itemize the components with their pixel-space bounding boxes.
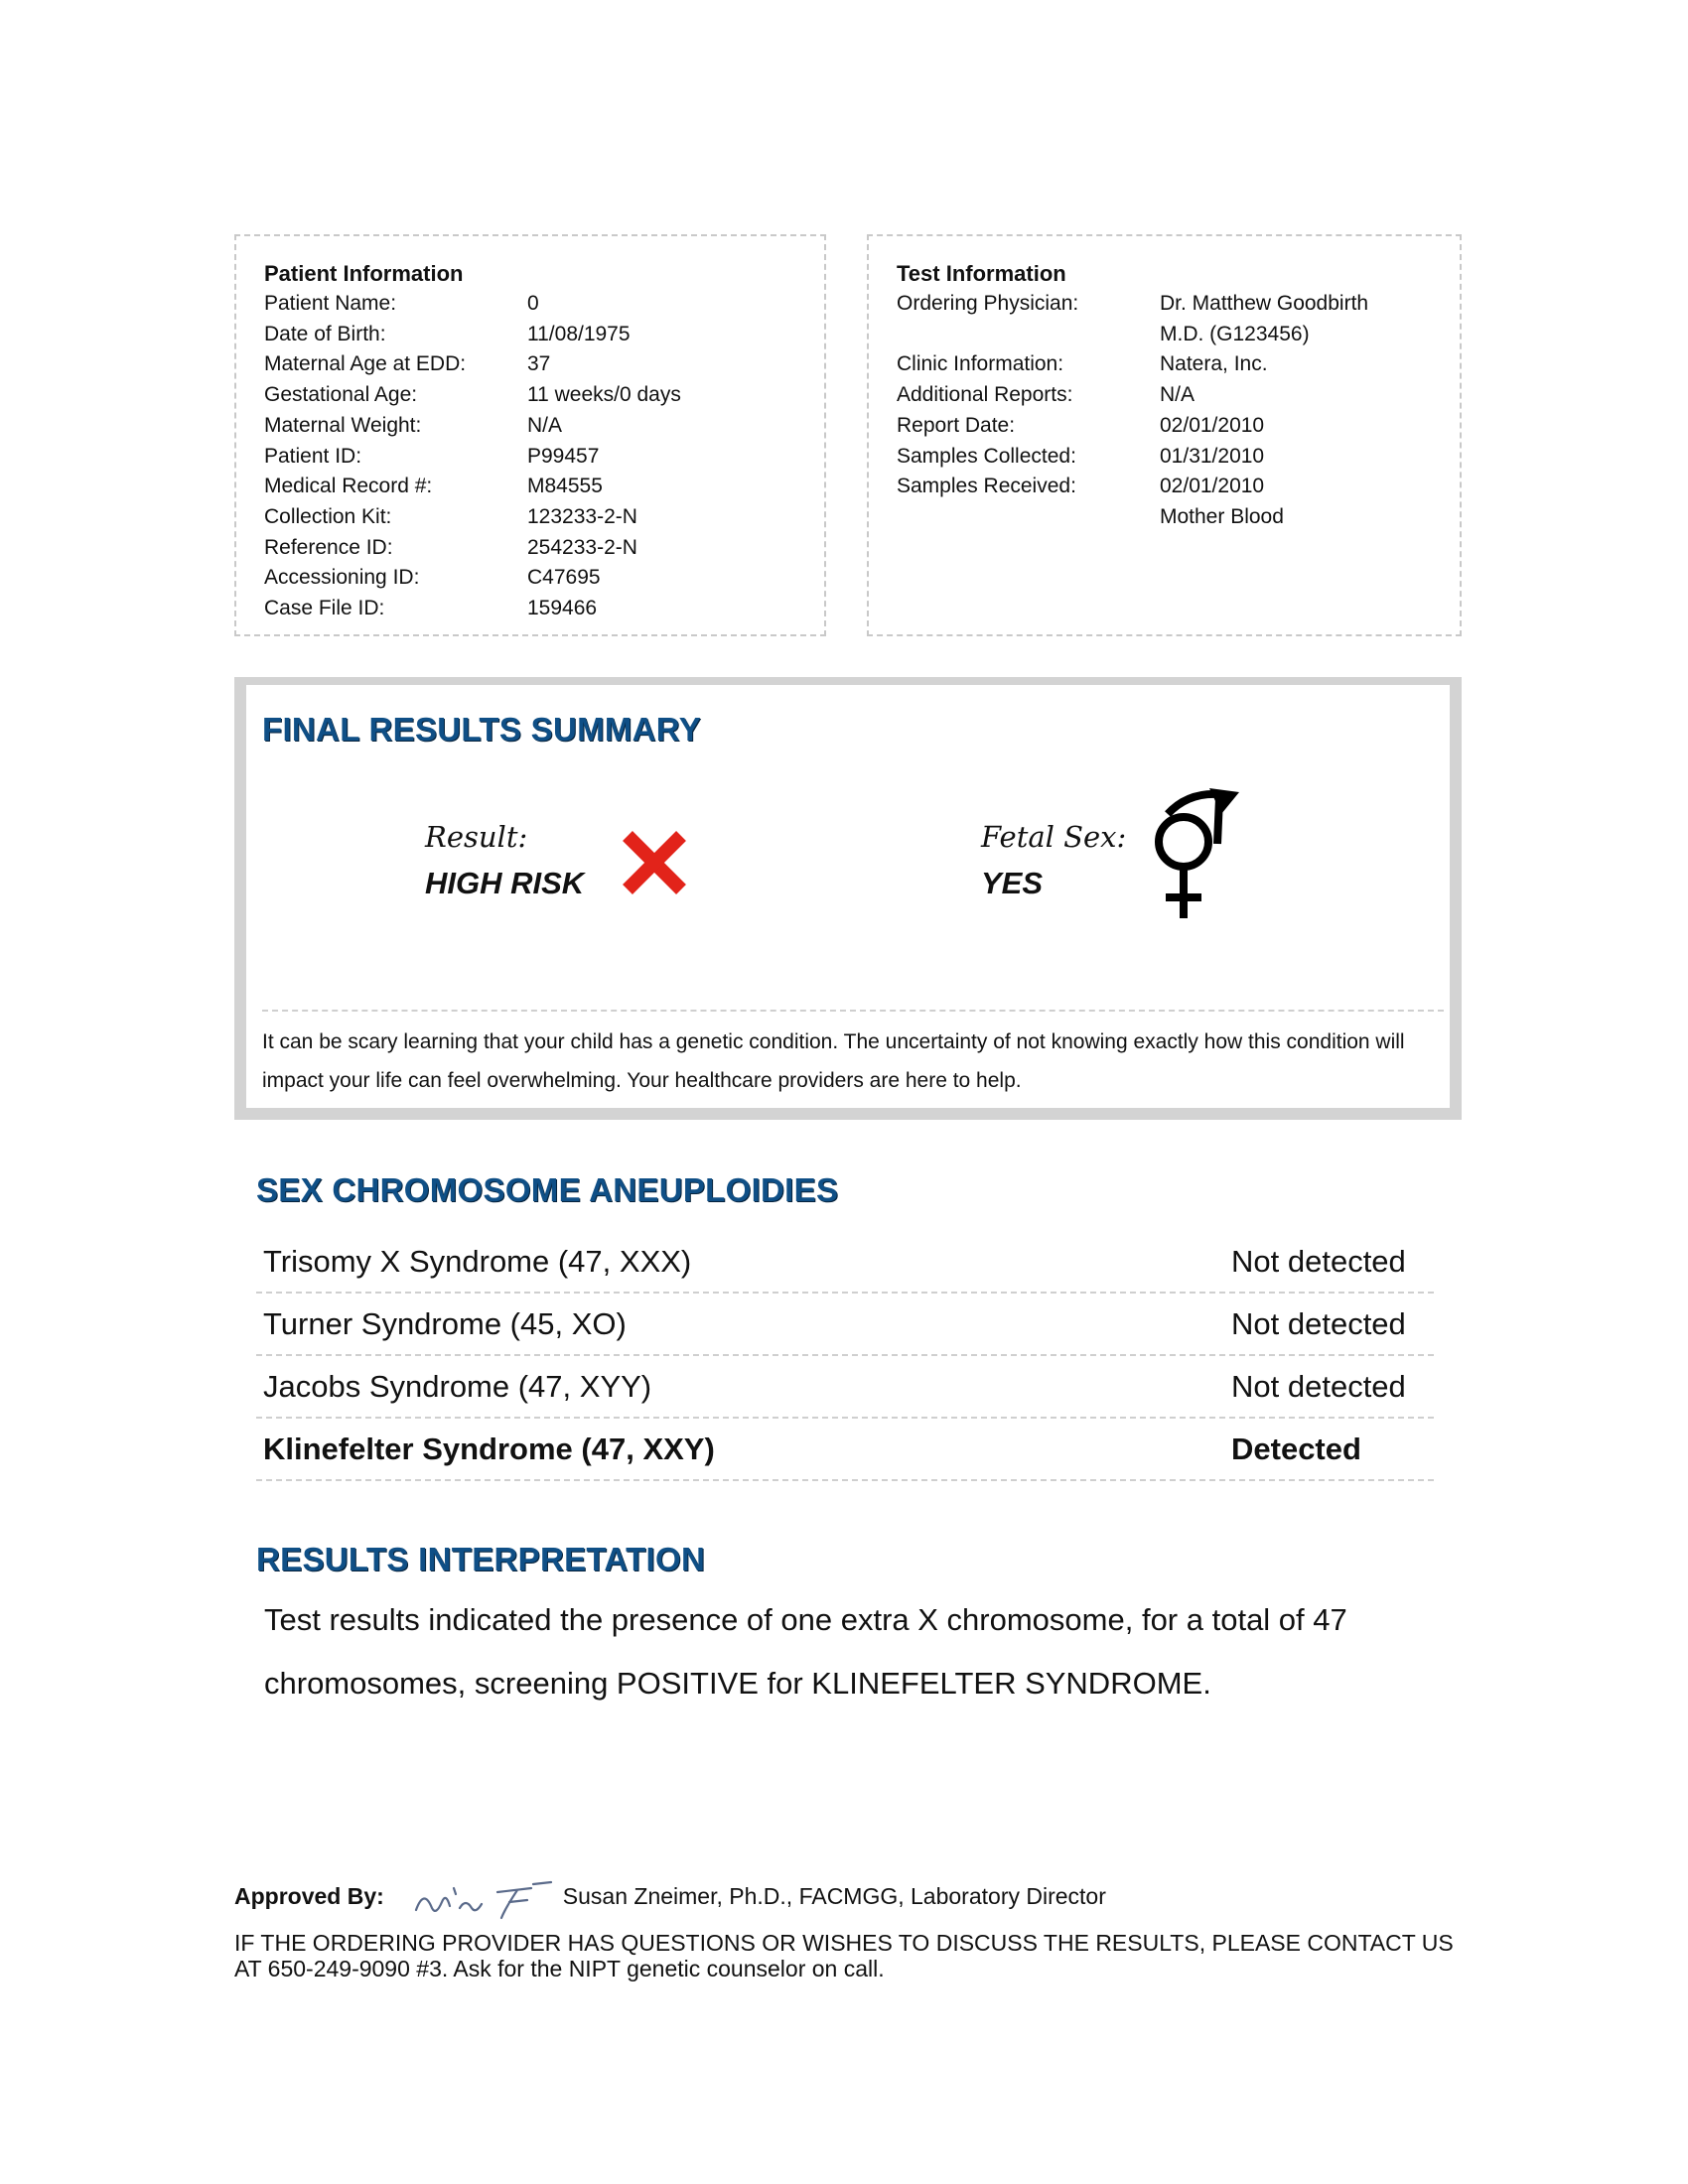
contact-notice: IF THE ORDERING PROVIDER HAS QUESTIONS OR WISHES TO DISCUSS THE RESULTS, PLEASE CONTACT US AT 650-249-9090 #3. Ask for the NIPT genetic counselor on call. <box>234 1930 1454 1981</box>
info-row <box>897 442 1460 473</box>
info-value: 37 <box>527 352 551 376</box>
info-row <box>897 502 1460 533</box>
fetal-sex-value: YES <box>981 866 1044 900</box>
info-value: 01/31/2010 <box>1160 444 1265 468</box>
info-value: 123233-2-N <box>527 504 637 528</box>
results-interpretation-text: Test results indicated the presence of one extra X chromosome, for a total of 47 chromosomes, screening POSITIVE for KLINEFELTER SYNDROME. <box>264 1602 1347 1701</box>
detection-status: Not detected <box>1231 1243 1406 1279</box>
info-row <box>264 442 824 473</box>
info-label: Date of Birth: <box>264 322 386 345</box>
condition-name: Trisomy X Syndrome (47, XXX) <box>263 1243 692 1279</box>
info-value: Dr. Matthew Goodbirth <box>1160 292 1369 315</box>
info-value: Natera, Inc. <box>1160 352 1268 376</box>
info-row <box>897 380 1460 411</box>
info-value: N/A <box>527 413 563 437</box>
table-row <box>256 1231 1434 1294</box>
info-label: Samples Received: <box>897 475 1076 498</box>
info-value: 02/01/2010 <box>1160 475 1265 498</box>
approved-by-label: Approved By: <box>234 1882 384 1909</box>
info-value: 02/01/2010 <box>1160 413 1265 437</box>
final-results-summary-box <box>234 677 1462 1120</box>
info-label: Ordering Physician: <box>897 292 1079 315</box>
table-row <box>256 1356 1434 1419</box>
table-row <box>256 1294 1434 1356</box>
info-label: Report Date: <box>897 413 1016 437</box>
info-row <box>264 472 824 502</box>
info-label: Maternal Weight: <box>264 413 422 437</box>
info-label: Clinic Information: <box>897 352 1064 376</box>
info-value: M84555 <box>527 475 603 498</box>
detection-status: Not detected <box>1231 1368 1406 1404</box>
patient-information-box <box>234 234 826 636</box>
final-results-summary-title: FINAL RESULTS SUMMARY <box>262 711 702 748</box>
info-row <box>264 502 824 533</box>
info-label <box>897 502 1160 533</box>
test-information-rows <box>897 289 1460 533</box>
info-value: 0 <box>527 292 539 315</box>
test-information-box <box>867 234 1462 636</box>
info-row <box>264 349 824 380</box>
x-mark-icon <box>620 828 689 897</box>
approved-by-line <box>234 1866 1106 1926</box>
info-label: Case File ID: <box>264 597 385 620</box>
detection-status: Not detected <box>1231 1305 1406 1341</box>
table-row <box>256 1419 1434 1481</box>
info-label: Medical Record #: <box>264 475 433 498</box>
info-label: Accessioning ID: <box>264 566 420 590</box>
detection-status: Detected <box>1231 1431 1361 1466</box>
info-label: Collection Kit: <box>264 504 392 528</box>
info-label <box>897 320 1160 350</box>
laboratory-director: Susan Zneimer, Ph.D., FACMGG, Laboratory Director <box>562 1882 1106 1909</box>
sex-chromosome-table <box>256 1231 1434 1481</box>
info-value: 11 weeks/0 days <box>527 383 681 407</box>
info-row <box>897 349 1460 380</box>
test-information-title: Test Information <box>897 261 1066 286</box>
info-row <box>897 411 1460 442</box>
signature-icon <box>406 1868 555 1924</box>
patient-information-title: Patient Information <box>264 261 464 286</box>
info-row <box>264 320 824 350</box>
info-row <box>264 411 824 442</box>
info-value: 254233-2-N <box>527 535 637 559</box>
info-value: C47695 <box>527 566 601 590</box>
result-label: Result: <box>425 820 528 854</box>
condition-name: Jacobs Syndrome (47, XYY) <box>263 1368 652 1404</box>
sex-chromosome-heading: SEX CHROMOSOME ANEUPLOIDIES <box>256 1171 839 1208</box>
info-value: M.D. (G123456) <box>1160 322 1310 345</box>
patient-information-rows <box>264 289 824 624</box>
info-label: Additional Reports: <box>897 383 1073 407</box>
info-label: Samples Collected: <box>897 444 1076 468</box>
info-row <box>264 563 824 594</box>
condition-name: Klinefelter Syndrome (47, XXY) <box>263 1431 715 1466</box>
info-row <box>264 289 824 320</box>
summary-divider <box>262 1010 1444 1012</box>
fetal-sex-label: Fetal Sex: <box>981 820 1127 854</box>
info-row <box>264 380 824 411</box>
result-value: HIGH RISK <box>425 866 585 900</box>
info-row <box>897 472 1460 502</box>
info-value: 11/08/1975 <box>527 322 631 345</box>
info-label: Gestational Age: <box>264 383 418 407</box>
info-label: Patient ID: <box>264 444 362 468</box>
info-row <box>897 320 1460 350</box>
info-label: Patient Name: <box>264 292 397 315</box>
info-value: 159466 <box>527 597 598 620</box>
info-value: P99457 <box>527 444 600 468</box>
results-interpretation-heading: RESULTS INTERPRETATION <box>256 1541 706 1577</box>
summary-note: It can be scary learning that your child has a genetic condition. The uncertainty of not knowing exactly how this condition will impact your life can feel overwhelming. Your healthcare providers are here to help. <box>262 1030 1405 1092</box>
info-label: Reference ID: <box>264 535 393 559</box>
info-label: Maternal Age at EDD: <box>264 352 467 376</box>
info-row <box>264 533 824 564</box>
intersex-symbol-icon <box>1148 784 1247 923</box>
condition-name: Turner Syndrome (45, XO) <box>263 1305 627 1341</box>
info-value: Mother Blood <box>1160 504 1284 528</box>
info-row <box>264 594 824 624</box>
info-value: N/A <box>1160 383 1196 407</box>
info-row <box>897 289 1460 320</box>
